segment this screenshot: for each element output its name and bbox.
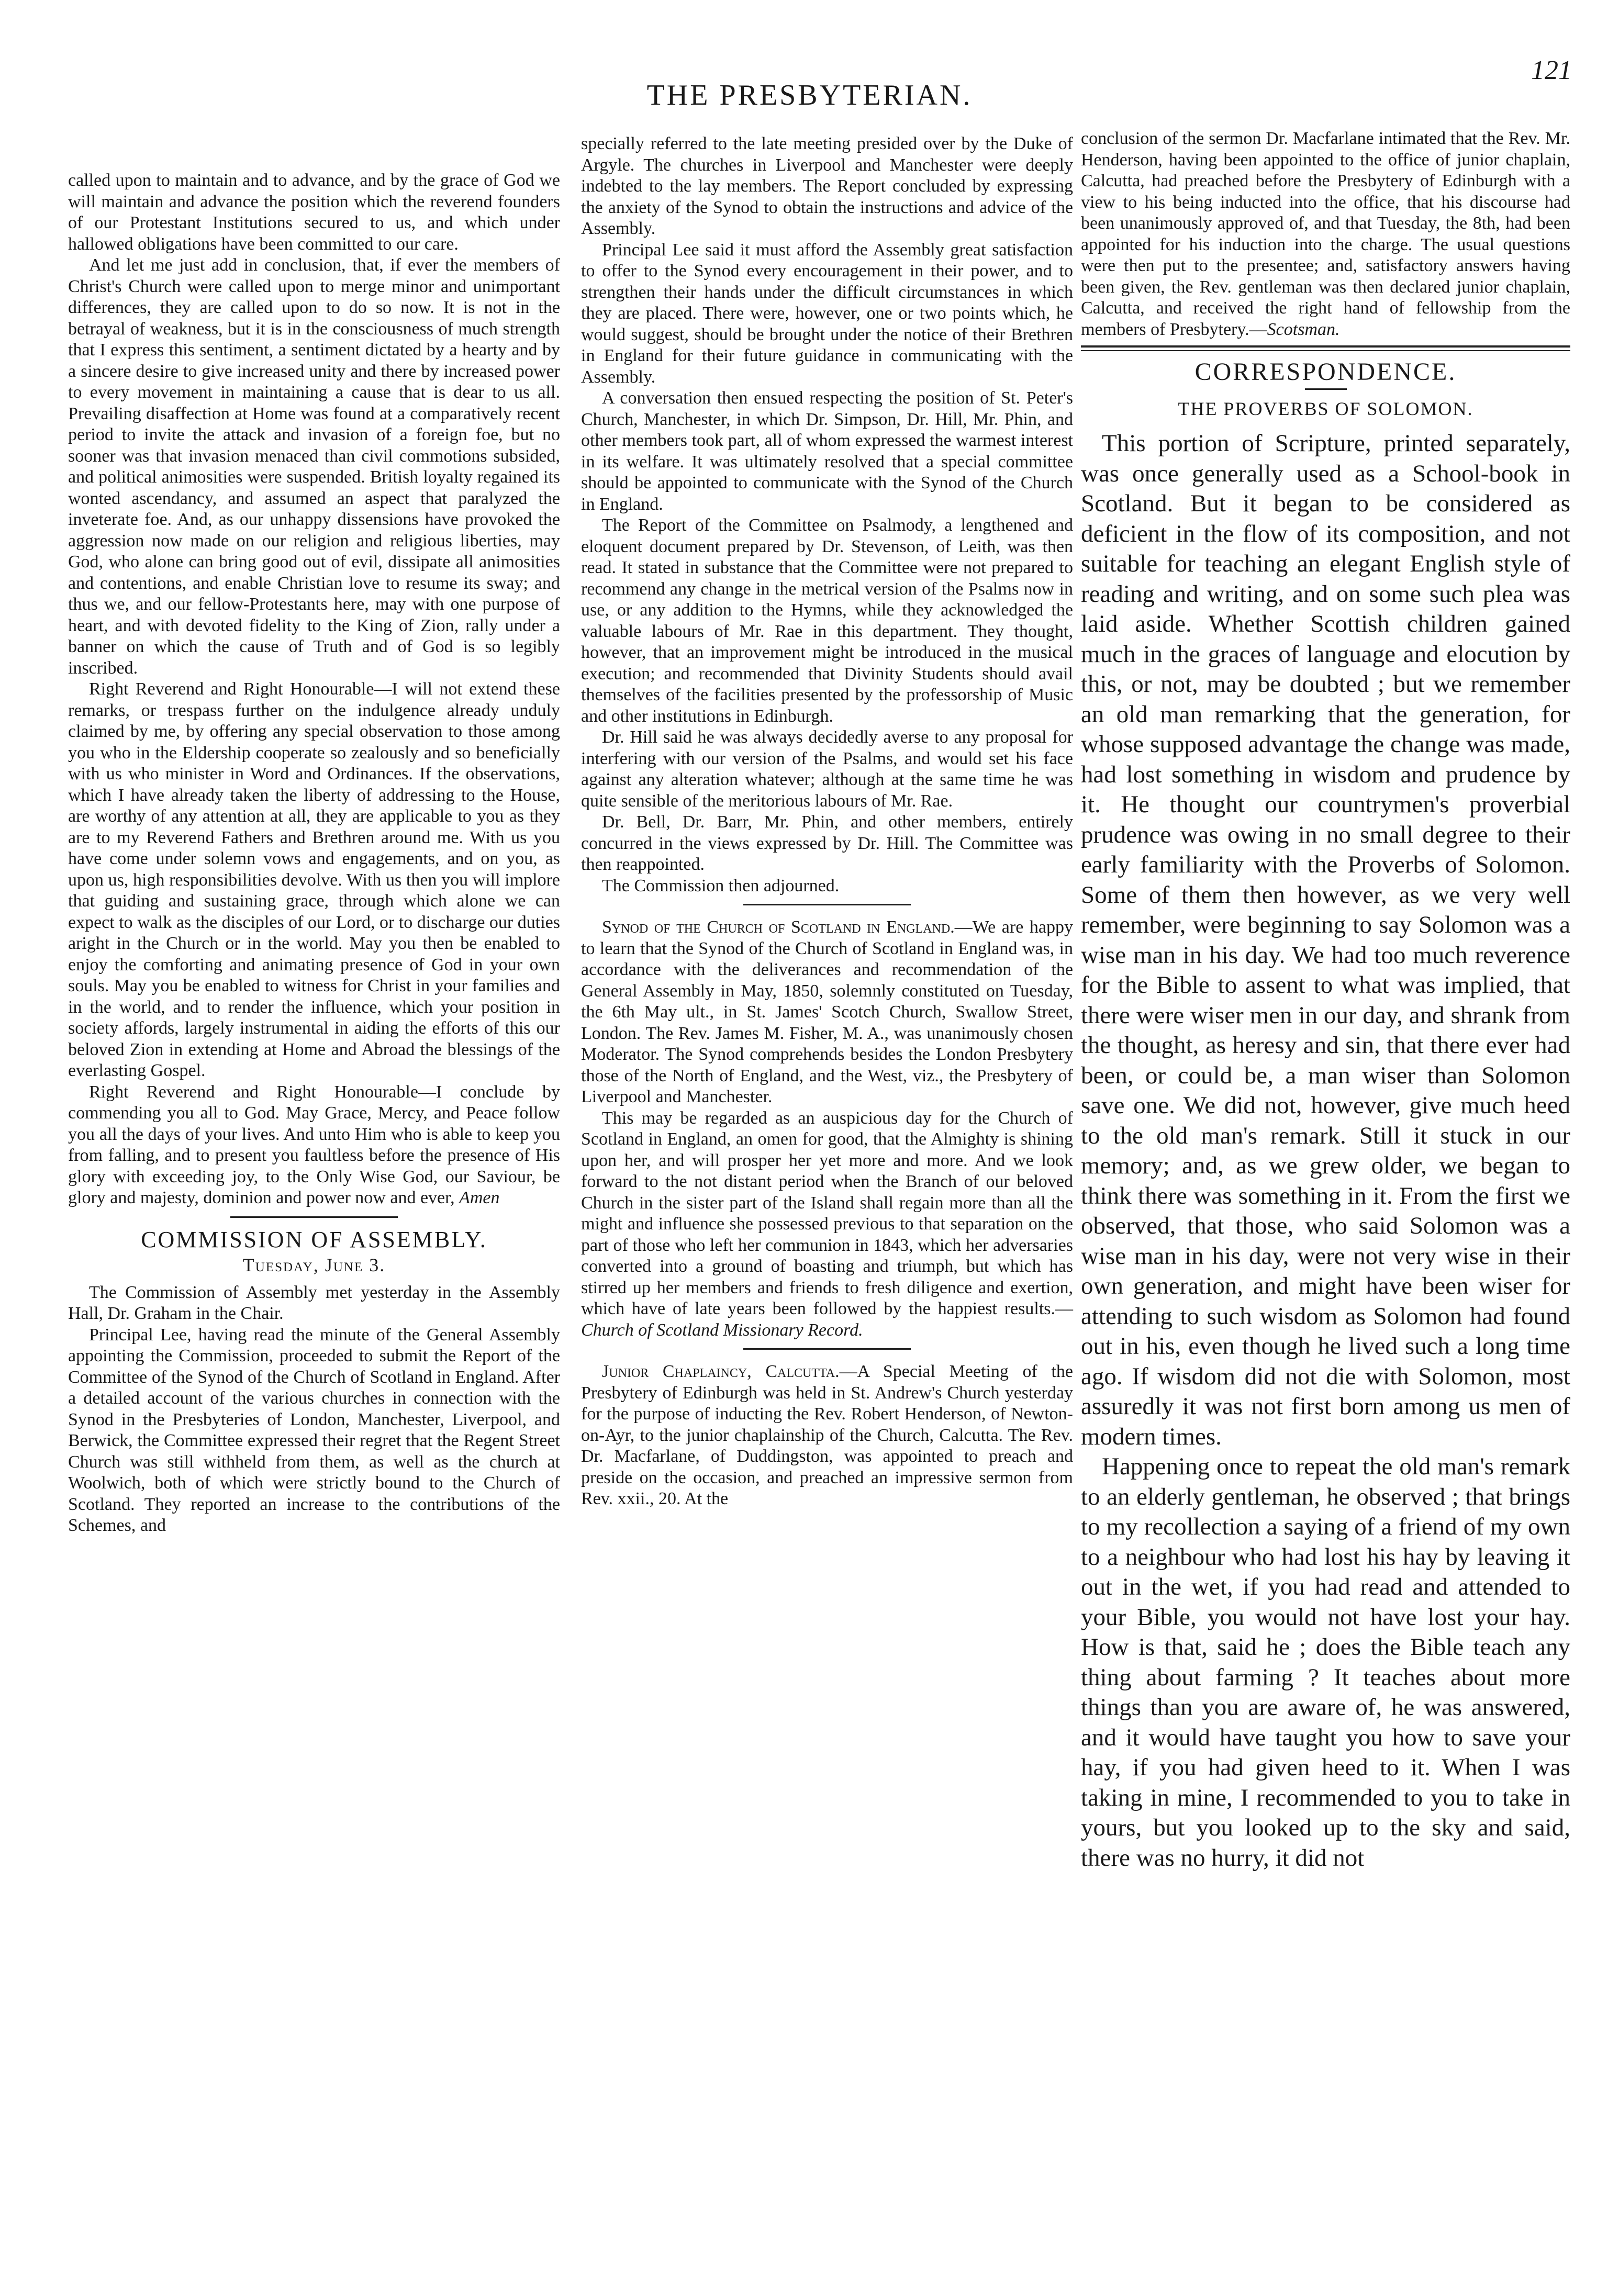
chaplaincy-paragraph bbox=[581, 1361, 1073, 1510]
commission-date: Tuesday, June 3. bbox=[242, 1255, 386, 1275]
chaplaincy-lead: Junior Chaplaincy, Calcutta. bbox=[602, 1362, 840, 1381]
proverbs-body bbox=[1081, 429, 1570, 1873]
synod-text: —We are happy to learn that the Synod of the Church of Scotland in England was, in accordance with the deliverances and recommendation of the General Assembly in May, 1850, solemnly constituted on Tuesday, the 6th May ult., in St. James' Scotch Church, Swallow Street, London. The Rev. James M. Fisher, M. A., was unanimously chosen Moderator. The Synod comprehends besides the London Presbytery those of the North of England, and the West, viz., the Presbytery of Liverpool and Manchester. bbox=[581, 917, 1073, 1106]
section-divider bbox=[743, 1348, 911, 1350]
paragraph-text: Right Reverend and Right Honourable—I conclude by commending you all to God. May Grace, Mercy, and Peace follow you all the days of your lives. And unto Him who is able to keep you from falling, and to present you faultless before the presence of His glory with exceeding joy, to the Only Wise God, our Saviour, be glory and majesty, dominion and power now and ever, bbox=[68, 1082, 560, 1207]
paragraph: The Commission of Assembly met yesterday in the Assembly Hall, Dr. Graham in the Chair. bbox=[68, 1282, 560, 1323]
section-divider bbox=[230, 1216, 398, 1218]
paragraph: This portion of Scripture, printed separately, was once generally used as a School-book in Scotland. But it began to be considered as deficient in the flow of its composition, and not suitable for teaching an elegant English style of reading and writing, and on some such plea was laid aside. Whether Scottish children gained much in the graces of language and elocution by this, or not, may be doubted ; but we remember an old man remarking that the generation, for whose supposed advantage the change was made, had lost something in wisdom and prudence by it. He thought our countrymen's proverbial prudence was owing in no small degree to their early familiarity with the Proverbs of Solomon. Some of them then however, as we very well remember, were beginning to say Solomon was a wise man in his day. We had too much reverence for the Bible to assent to what was implied, that there were wiser men in our day, and shrank from the thought, as heresy and sin, that there ever had been, or could be, a man wiser than Solomon save one. We did not, however, give much heed to the old man's remark. Still it stuck in our memory; and, as we grew older, we began to think there was something in it. From the first we observed, that those, who said Solomon was a wise man in his day, were not very wise in their own generation, and might have been wiser for attending to such wisdom as Solomon had found out in his, even though he lived such a long time ago. If wisdom did not die with Solomon, most assuredly it was not first born among us men of modern times. bbox=[1081, 430, 1570, 1450]
paragraph: Principal Lee, having read the minute of the General Assembly appointing the Commission, proceeded to submit the Report of the Committee of the Synod of the Church of Scotland in England. After a detailed account of the various churches in connection with the Synod in the Presbyteries of London, Manchester, Liverpool, and Berwick, the Committee expressed their regret that the Regent Street Church was still withheld from them, as well as the church at Woolwich, both of which were strictly bound to the Church of Scotland. They reported an increase to the contributions of the Schemes, and bbox=[68, 1325, 560, 1535]
intro-source: Scotsman. bbox=[1267, 319, 1340, 339]
middle-column bbox=[581, 133, 1073, 1510]
left-column bbox=[68, 170, 560, 1537]
paragraph: Principal Lee said it must afford the Assembly great satisfaction to offer to the Synod every encouragement in their power, and to strengthen their hands under the difficult circumstances in which they are placed. There were, however, one or two points which, he would suggest, should be brought under the notice of their Brethren in England for their future guidance in communicating with the Assembly. bbox=[581, 240, 1073, 387]
paragraph-text: conclusion of the sermon Dr. Macfarlane intimated that the Rev. Mr. Henderson, having been appointed to the office of junior chaplain, Calcutta, had preached before the Presbytery of Edinburgh with a view to his being inducted into the office, that his discourse had been unanimously approved of, and that Tuesday, the 8th, had been appointed for his induction into the charge. The usual questions were then put to the presentee; and, satisfactory answers having been given, the Rev. gentleman was then declared junior chaplain, Calcutta, and received the right hand of fellowship from the members of Presbytery.— bbox=[1081, 129, 1570, 339]
paragraph: specially referred to the late meeting presided over by the Duke of Argyle. The churches in Liverpool and Manchester were deeply indebted to the lay members. The Report concluded by expressing the anxiety of the Synod to obtain the instructions and advice of the Assembly. bbox=[581, 134, 1073, 238]
paragraph: The Commission then adjourned. bbox=[602, 876, 840, 895]
synod-lead: Synod of the Church of Scotland in England. bbox=[602, 917, 955, 937]
paragraph: Right Reverend and Right Honourable—I will not extend these remarks, or trespass further on the indulgence already unduly claimed by me, by offering any special observation to those among you who in the Eldership cooperate so zealously and so beneficially with us who minister in Word and Ordinances. If the observations, which I have already taken the liberty of addressing to the House, are worthy of any attention at all, they are applicable to you as they are to my Reverend Fathers and Brethren around me. With us you have come under solemn vows and engagements, and on you, as upon us, high responsibilities devolve. With us then you will implore that guiding and sustaining grace, through which alone we can expect to walk as the disciples of our Lord, or to discharge our duties aright in the Church or in the world. May you then be enabled to enjoy the comforting and animating presence of God in your own souls. May you be enabled to witness for Christ in your families and in the world, and to render the influence, which your position in society affords, largely instrumental in aiding the efforts of this our beloved Zion in extending at Home and Abroad the blessings of the everlasting Gospel. bbox=[68, 679, 560, 1080]
synod-paragraph bbox=[581, 917, 1073, 1108]
correspondence-heading: CORRESPONDENCE. bbox=[1194, 358, 1457, 386]
paragraph bbox=[581, 1108, 1073, 1341]
section-divider bbox=[1081, 345, 1570, 351]
paragraph: The Report of the Committee on Psalmody, a lengthened and eloquent document prepared by Dr. Stevenson, of Leith, was then read. It stated in substance that the Committee were not prepared to recommend any change in the metrical version of the Psalms now in use, or any addition to the Hymns, while they acknowledged the valuable labours of Mr. Rae in this department. They thought, however, that an improvement might be introduced in the musical execution; and recommended that Divinity Students should avail themselves of the facilities presented by the professorship of Music and other institutions in Edinburgh. bbox=[581, 516, 1073, 726]
proverbs-heading: THE PROVERBS OF SOLOMON. bbox=[1178, 398, 1473, 419]
chaplaincy-text: —A Special Meeting of the Presbytery of Edinburgh was held in St. Andrew's Church yesterday for the purpose of inducting the Rev. Robert Henderson, of Newton-on-Ayr, to the junior chaplainship of the Church, Calcutta. The Rev. Dr. Macfarlane, of Duddingston, was appointed to preach and preside on the occasion, and preached an impressive sermon from Rev. xxii., 20. At the bbox=[581, 1362, 1073, 1508]
section-divider bbox=[743, 904, 911, 905]
paragraph bbox=[1081, 128, 1570, 340]
paragraph: A conversation then ensued respecting the position of St. Peter's Church, Manchester, in which Dr. Simpson, Dr. Hill, Mr. Phin, and other members took part, all of whom expressed the warmest interest in its welfare. It was ultimately resolved that a special committee should be appointed to communicate with the Synod of the Church in England. bbox=[581, 388, 1073, 514]
paragraph: Happening once to repeat the old man's remark to an elderly gentleman, he observed ; that brings to my recollection a saying of a friend of my own to a neighbour who had lost his hay by leaving it out in the wet, if you had read and attended to your Bible, you would not have lost your hay. How is that, said he ; does the Bible teach any thing about farming ? It teaches about more things than you are aware of, he was answered, and it would have taught you how to save your hay, if you had given heed to it. When I was taking in mine, I recommended to you to take in yours, but you looked up to the sky and said, there was no hurry, it did not bbox=[1081, 1453, 1570, 1872]
synod-text-2: This may be regarded as an auspicious day for the Church of Scotland in England, an omen for good, that the Almighty is shining upon her, and will prosper her yet more and more. And we look forward to the not distant period when the Branch of our beloved Church in the sister part of the Island shall regain more than all the might and influence she possessed previous to that separation on the part of those who left her communion in 1843, which her adversaries converted into a ground of boasting and triumph, but which has stirred up her members and friends to fresh diligence and exertion, which have of late years been followed by the happiest results.— bbox=[581, 1108, 1073, 1318]
paragraph: And let me just add in conclusion, that, if ever the members of Christ's Church were called upon to merge minor and unimportant differences, they are called upon to do so now. It is not in the betrayal of weakness, but it is in the consciousness of much strength that I express this sentiment, a sentiment dictated by a hearty and by a sincere desire to give increased unity and there by increased power to every movement in maintaining a cause that is dear to us all. Prevailing disaffection at Home was found at a comparatively recent period to invite the attack and invasion of a foreign foe, but no sooner was that invasion menaced than civil commotions subsided, and political animosities were suspended. British loyalty regained its wonted ascendancy, and assumed an aspect that paralyzed the inveterate foe. And, as our unhappy dissensions have provoked the aggression now made on our religion and religious liberties, may God, who alone can bring good out of evil, dissipate all animosities and contentions, and enable Christian love to resume its sway; and thus we, and our fellow-Protestants here, may with one purpose of heart, and with devoted fidelity to the King of Zion, rally under a banner on which the cause of Truth and of God is so legibly inscribed. bbox=[68, 255, 560, 678]
page-number: 121 bbox=[1531, 55, 1572, 85]
paragraph bbox=[68, 1082, 560, 1209]
amen-text: Amen bbox=[459, 1188, 500, 1207]
commission-heading: COMMISSION OF ASSEMBLY. bbox=[141, 1226, 487, 1252]
paragraph: called upon to maintain and to advance, and by the grace of God we will maintain and advance the position which the reverend founders of our Protestant Institutions secured to us, and which under hallowed obligations have been committed to our care. bbox=[68, 171, 560, 254]
paragraph: Dr. Bell, Dr. Barr, Mr. Phin, and other members, entirely concurred in the views expressed by Dr. Hill. The Committee was then reappointed. bbox=[581, 812, 1073, 874]
page-title: THE PRESBYTERIAN. bbox=[646, 79, 973, 111]
synod-source: Church of Scotland Missionary Record. bbox=[581, 1320, 863, 1340]
right-column bbox=[1081, 128, 1570, 1873]
short-divider bbox=[1305, 388, 1347, 390]
paragraph: Dr. Hill said he was always decidedly averse to any proposal for interfering with our version of the Psalms, and would set his face against any alteration whatever; although at the same time he was quite sensible of the meritorious labours of Mr. Rae. bbox=[581, 727, 1073, 811]
